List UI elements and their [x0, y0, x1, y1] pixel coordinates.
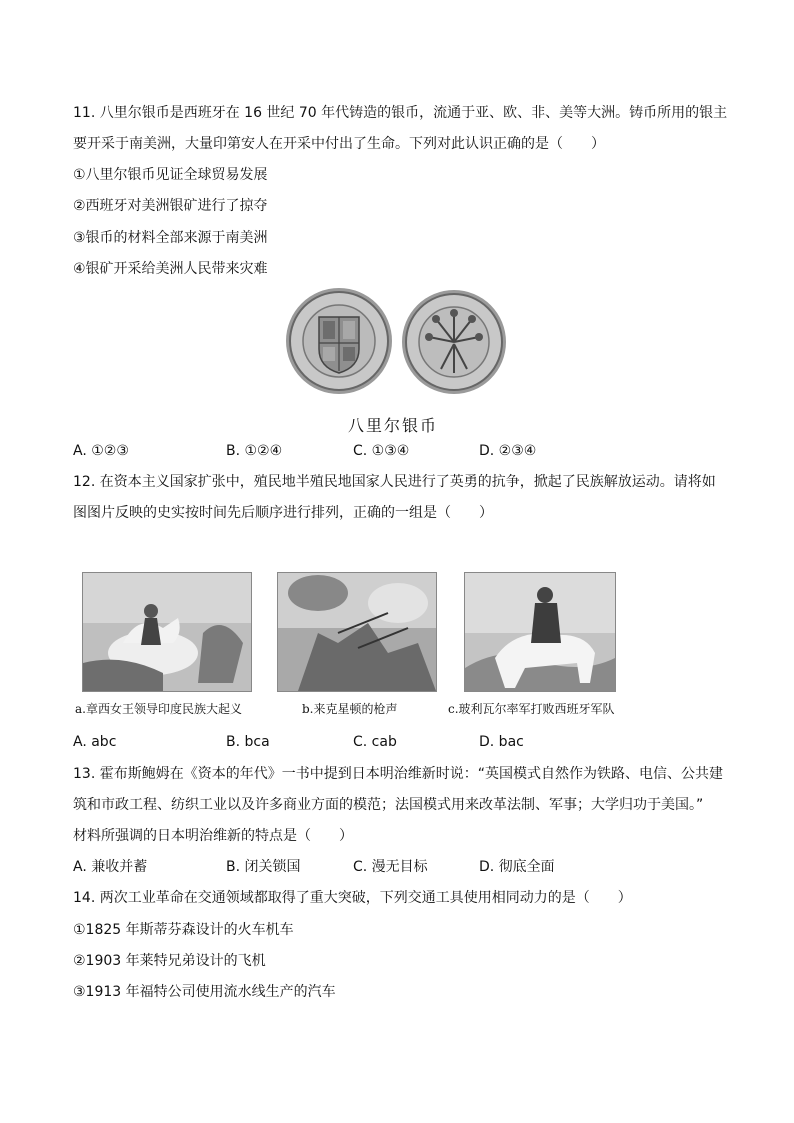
q12-option-d: D. bac: [479, 734, 524, 750]
q12-stem-line1: 12. 在资本主义国家扩张中，殖民地半殖民地国家人民进行了英勇的抗争，掀起了民族解放运动。请将如: [73, 474, 716, 490]
q14-statement-1: ①1825 年斯蒂芬森设计的火车机车: [73, 922, 294, 938]
q11-statement-3: ③银币的材料全部来源于南美洲: [73, 230, 268, 246]
q14-stem-line1: 14. 两次工业革命在交通领域都取得了重大突破，下列交通工具使用相同动力的是（ ）: [73, 890, 632, 906]
q12-option-b: B. bca: [226, 734, 270, 750]
coin-reverse-image: [401, 289, 507, 395]
photo-b-lexington: [277, 572, 437, 692]
q11-stem-line1: 11. 八里尔银币是西班牙在 16 世纪 70 年代铸造的银币，流通于亚、欧、非、美等大洲。铸币所用的银主: [73, 105, 728, 121]
q11-statement-2: ②西班牙对美洲银矿进行了掠夺: [73, 198, 268, 214]
q13-stem-line2: 筑和市政工程、纺织工业以及许多商业方面的模范；法国模式用来改革法制、军事；大学归功于美国。”: [73, 797, 704, 813]
q11-option-d: D. ②③④: [479, 443, 537, 459]
caption-b: b.来克星顿的枪声: [302, 702, 398, 716]
q11-option-a: A. ①②③: [73, 443, 129, 459]
q11-option-b: B. ①②④: [226, 443, 283, 459]
q14-statement-2: ②1903 年莱特兄弟设计的飞机: [73, 953, 266, 969]
q13-stem-line3: 材料所强调的日本明治维新的特点是（ ）: [73, 828, 353, 844]
q13-option-a: A. 兼收并蓄: [73, 859, 148, 875]
q12-option-c: C. cab: [353, 734, 397, 750]
q11-statement-4: ④银矿开采给美洲人民带来灾难: [73, 261, 268, 277]
q13-option-c: C. 漫无目标: [353, 859, 428, 875]
q12-option-a: A. abc: [73, 734, 117, 750]
q13-option-b: B. 闭关锁国: [226, 859, 301, 875]
q11-statement-1: ①八里尔银币见证全球贸易发展: [73, 167, 268, 183]
q13-option-d: D. 彻底全面: [479, 859, 555, 875]
photo-c-bolivar: [464, 572, 616, 692]
coin-obverse-image: [285, 287, 393, 395]
q14-statement-3: ③1913 年福特公司使用流水线生产的汽车: [73, 984, 336, 1000]
coin-caption: 八里尔银币: [348, 416, 439, 435]
q12-stem-line2: 图图片反映的史实按时间先后顺序进行排列，正确的一组是（ ）: [73, 505, 493, 521]
q11-option-c: C. ①③④: [353, 443, 410, 459]
q13-stem-line1: 13. 霍布斯鲍姆在《资本的年代》一书中提到日本明治维新时说：“英国模式自然作为铁路、电信、公共建: [73, 766, 723, 782]
caption-a: a.章西女王领导印度民族大起义: [75, 702, 242, 716]
photo-a-rani-of-jhansi: [82, 572, 252, 692]
caption-c: c.玻利瓦尔率军打败西班牙军队: [448, 702, 615, 716]
q11-stem-line2: 要开采于南美洲，大量印第安人在开采中付出了生命。下列对此认识正确的是（ ）: [73, 136, 605, 152]
